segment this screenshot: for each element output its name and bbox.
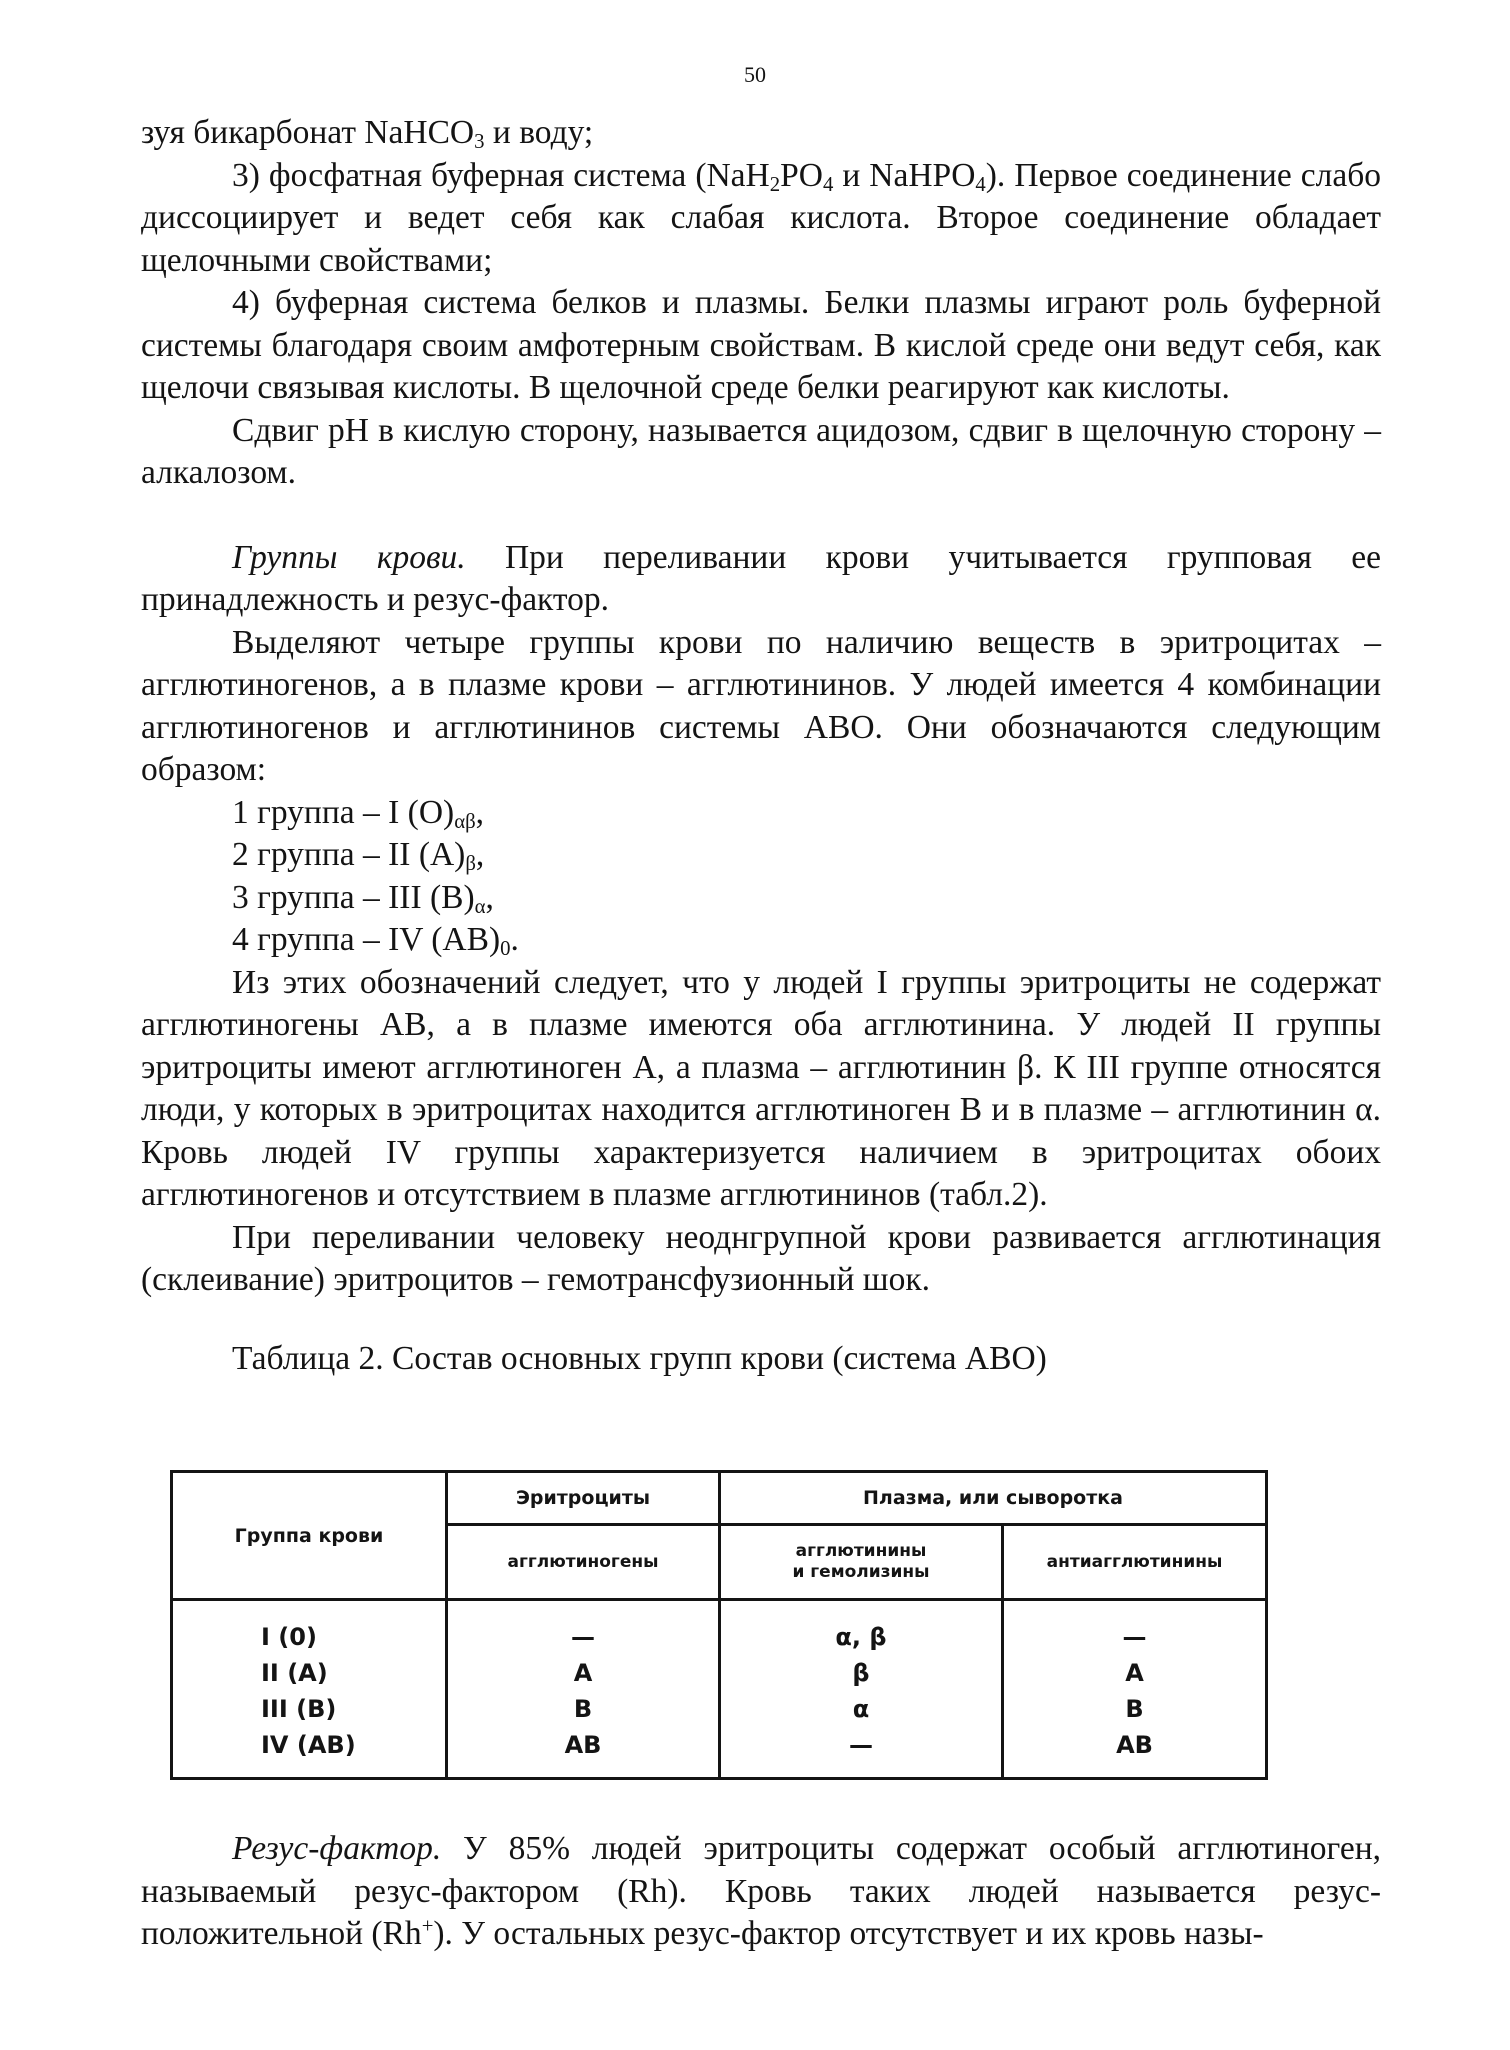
page-body	[141, 112, 1381, 1380]
header-antiagglutinins: антиагглютинины	[1003, 1525, 1267, 1600]
section-title-rh-factor: Резус-фактор.	[232, 1830, 442, 1867]
header-agglutinins-line2: и гемолизины	[792, 1562, 930, 1582]
text: .	[510, 921, 519, 958]
text: 3 группа – III (B)	[232, 878, 475, 916]
cell-group: IV (AB)	[172, 1727, 447, 1779]
paragraph-notation-explanation: Из этих обозначений следует, что у людей I группы эритроциты не содержат агглютиногены АВ, а в плазме имеются оба агглютинина. У людей II группы эритроциты имеют агглютиноген А, а плазма – агглютинин β. К III группе относятся люди, у которых в эритроцитах находится агглютиноген В и в плазме – агглютинин α. Кровь людей IV группы характеризуется наличием в эритроцитах обоих агглютиногенов и отсутствием в плазме агглютининов (табл.2).	[141, 963, 1381, 1213]
paragraph-blood-groups	[141, 537, 1381, 622]
table-row	[172, 1691, 1267, 1727]
cell-antiagglutinins: B	[1003, 1691, 1267, 1727]
text: ,	[485, 878, 494, 916]
subscript: 0	[500, 937, 511, 961]
subscript: 2	[769, 172, 781, 196]
header-agglutinins	[720, 1525, 1003, 1600]
text: 3) фосфатная буферная система (NaH	[232, 156, 770, 194]
cell-agglutinogens: —	[447, 1600, 720, 1656]
group-line-2	[141, 834, 1381, 877]
page-number: 50	[744, 62, 766, 87]
text: ,	[475, 836, 485, 873]
text: ,	[475, 793, 485, 831]
text: ). У остальных резус-фактор отсутствует и их кровь назы-	[433, 1915, 1264, 1952]
paragraph-four-groups: Выделяют четыре группы крови по наличию веществ в эритроцитах – агглютиногенов, а в плазме крови – агглютининов. У людей имеется 4 комбинации агглютиногенов и агглютининов системы АВО. Они обозначаются следующим образом:	[141, 623, 1381, 788]
table-row	[172, 1655, 1267, 1691]
cell-agglutinogens: A	[447, 1655, 720, 1691]
cell-agglutinins: —	[720, 1727, 1003, 1779]
text: и NaHPO	[833, 156, 976, 194]
cell-group: II (A)	[172, 1655, 447, 1691]
blood-groups-table	[170, 1470, 1268, 1780]
text: При переливании крови учитывается групповая ее принадлежность и резус-фактор.	[141, 538, 1382, 618]
text: PO	[780, 156, 823, 194]
page-body-bottom	[141, 1828, 1381, 1956]
paragraph-phosphate-buffer	[141, 155, 1381, 283]
text: 2 группа – II (A)	[232, 836, 466, 873]
cell-antiagglutinins: A	[1003, 1655, 1267, 1691]
cell-agglutinogens: AB	[447, 1727, 720, 1779]
subscript: 4	[975, 172, 986, 196]
superscript: +	[421, 1914, 434, 1938]
paragraph-bicarbonate	[141, 112, 1381, 155]
table-caption: Таблица 2. Состав основных групп крови (система АВО)	[232, 1339, 1047, 1377]
header-blood-group: Группа крови	[172, 1472, 447, 1600]
cell-group: I (0)	[172, 1600, 447, 1656]
paragraph-ph-shift: Сдвиг pH в кислую сторону, называется ацидозом, сдвиг в щелочную сторону – алкалозом.	[141, 411, 1381, 491]
table-row	[172, 1600, 1267, 1656]
group-line-1	[141, 792, 1381, 835]
paragraph-transfusion-shock: При переливании человеку неоднгрупной крови развивается агглютинация (склеивание) эритроцитов – гемотрансфузионный шок.	[141, 1218, 1381, 1298]
cell-antiagglutinins: AB	[1003, 1727, 1267, 1779]
text: 4 группа – IV (AB)	[232, 921, 501, 958]
header-erythrocytes: Эритроциты	[447, 1472, 720, 1525]
group-line-4	[141, 919, 1381, 962]
text: 1 группа – I (O)	[232, 793, 455, 831]
table-row	[172, 1727, 1267, 1779]
header-agglutinogens: агглютиногены	[447, 1525, 720, 1600]
subscript: α	[474, 894, 486, 918]
subscript: αβ	[454, 809, 476, 833]
subscript: 4	[822, 172, 834, 196]
cell-antiagglutinins: —	[1003, 1600, 1267, 1656]
text: зуя бикарбонат NaHCO	[141, 114, 475, 151]
paragraph-rh-factor	[141, 1828, 1381, 1956]
cell-agglutinogens: B	[447, 1691, 720, 1727]
header-plasma: Плазма, или сыворотка	[720, 1472, 1267, 1525]
group-line-3	[141, 877, 1381, 920]
table-header-row	[172, 1472, 1267, 1525]
text: ). Первое соединение слабо диссоциирует и ведет себя как слабая кислота. Второе соединение обладает щелочными свойствами;	[141, 156, 1381, 279]
cell-agglutinins: β	[720, 1655, 1003, 1691]
text: и воду;	[484, 114, 594, 151]
cell-agglutinins: α, β	[720, 1600, 1003, 1656]
cell-group: III (B)	[172, 1691, 447, 1727]
text: У 85% людей эритроциты содержат особый агглютиноген, называемый резус-фактором (Rh). Кровь таких людей называется резус-положительной (Rh	[141, 1830, 1381, 1952]
paragraph-protein-buffer: 4) буферная система белков и плазмы. Белки плазмы играют роль буферной системы благодаря своим амфотерным свойствам. В кислой среде они ведут себя, как щелочи связывая кислоты. В щелочной среде белки реагируют как кислоты.	[141, 284, 1381, 406]
subscript: β	[465, 852, 476, 876]
header-agglutinins-line1: агглютинины	[795, 1541, 927, 1561]
cell-agglutinins: α	[720, 1691, 1003, 1727]
subscript: 3	[474, 130, 485, 154]
section-title-blood-groups: Группы крови.	[232, 538, 466, 576]
